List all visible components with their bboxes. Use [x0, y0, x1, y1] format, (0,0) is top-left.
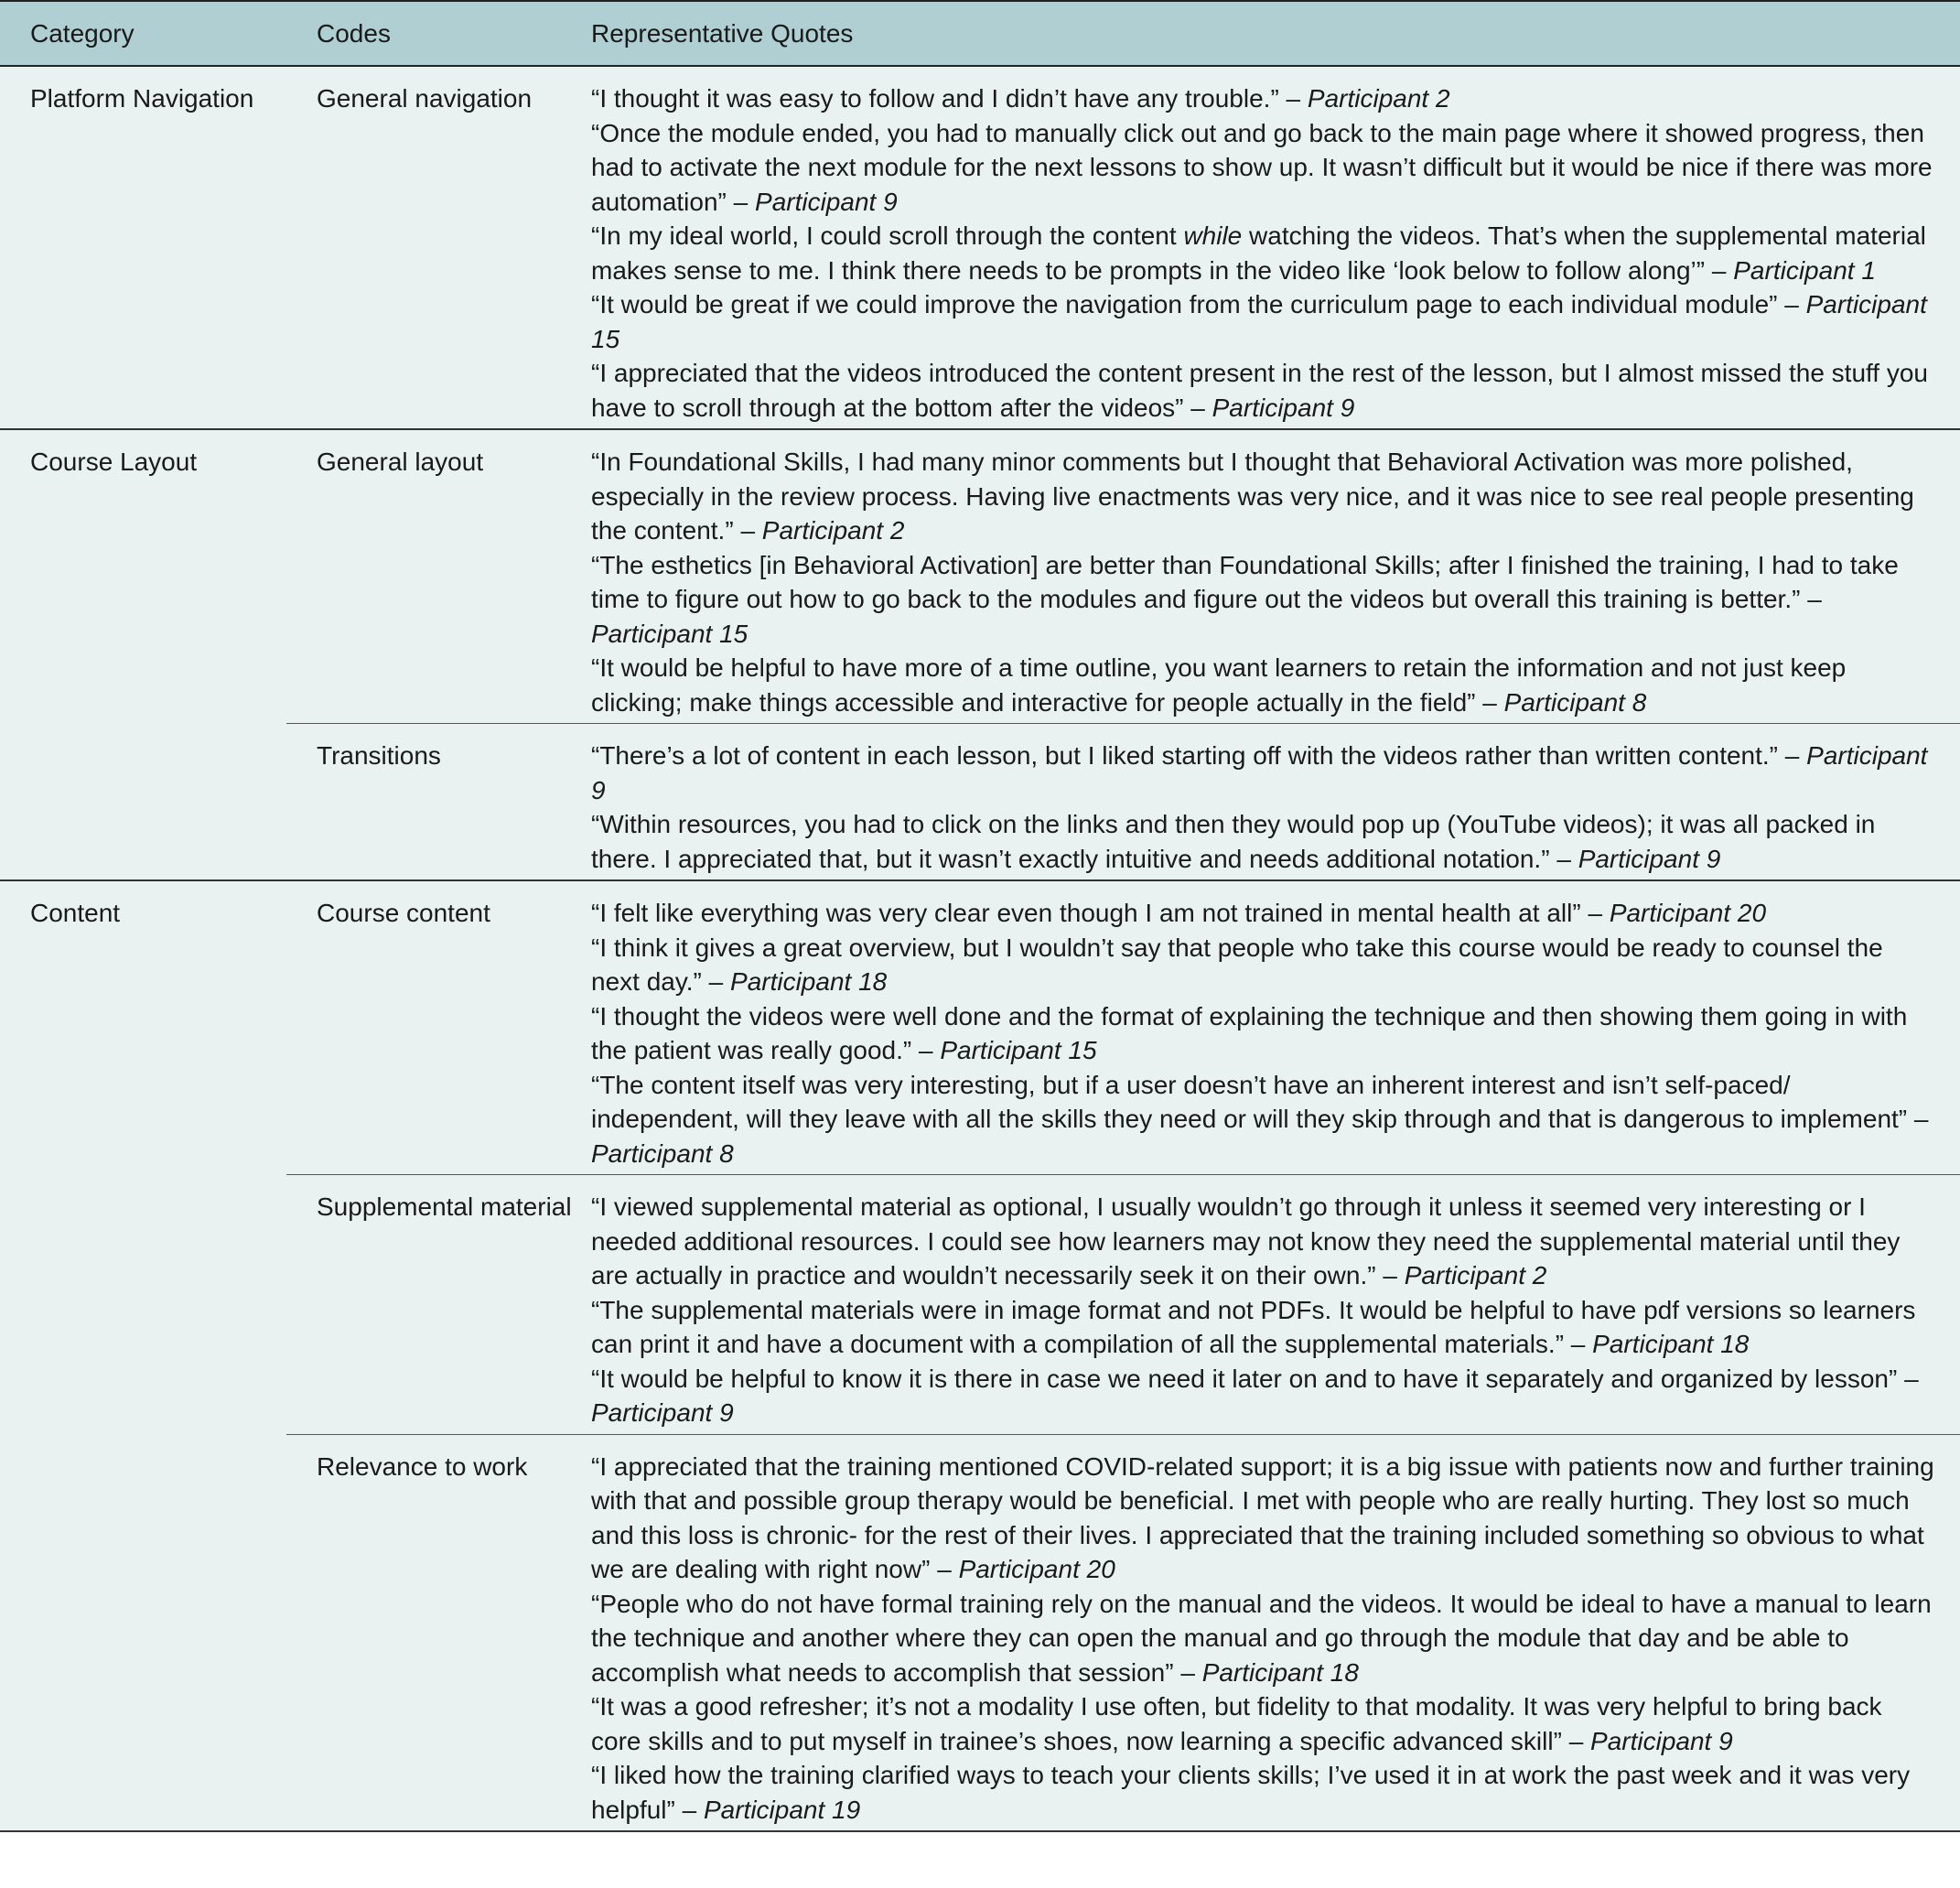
quote-attribution: Participant 20 — [958, 1555, 1115, 1583]
attribution-dash: – — [733, 187, 748, 216]
quote-attribution: Participant 9 — [1590, 1726, 1733, 1755]
quote — [591, 1068, 1938, 1171]
quotes-cell — [591, 880, 1960, 1175]
quote-emphasis: while — [1183, 221, 1243, 250]
quote-attribution: Participant 20 — [1609, 899, 1767, 927]
quote-attribution: Participant 2 — [1404, 1261, 1547, 1289]
code-cell: General navigation — [286, 66, 591, 429]
code-cell: General layout — [286, 429, 591, 724]
table-row — [0, 1434, 1960, 1831]
quotes-cell — [591, 1175, 1960, 1435]
quote — [591, 356, 1938, 425]
quote — [591, 445, 1938, 548]
quote-attribution: Participant 18 — [1201, 1657, 1359, 1687]
quotes-cell — [591, 1434, 1960, 1831]
quotes-cell — [591, 724, 1960, 881]
quote-attribution: Participant 18 — [1592, 1330, 1750, 1358]
quote-text: “I thought it was easy to follow and I didn’t have any trouble.” — [591, 84, 1279, 113]
quote-text-after: watching the videos. That’s when the supplemental material makes sense to me. I think there needs to be prompts in the video like ‘look below to follow along’” — [591, 221, 1926, 285]
quote — [591, 219, 1938, 287]
attribution-dash: – — [1711, 255, 1727, 285]
quotes-cell — [591, 429, 1960, 724]
attribution-dash: – — [1383, 1261, 1397, 1289]
attribution-dash: – — [1286, 84, 1301, 113]
attribution-dash: – — [1568, 1726, 1584, 1755]
attribution-dash: – — [1784, 290, 1799, 318]
quote-text: “The content itself was very interesting, but if a user doesn’t have an inherent interest and isn’t self-paced/ independent, will they leave with all the skills they need or will they skip through and that is dangerous to implement” — [591, 1070, 1908, 1133]
table-row — [0, 724, 1960, 881]
quote — [591, 548, 1938, 652]
quote-attribution: Participant 9 — [1212, 393, 1355, 422]
quote — [591, 931, 1938, 999]
quote-attribution: Participant 8 — [1503, 687, 1647, 717]
quote-attribution: Participant 15 — [591, 619, 748, 648]
category-cell: Course Layout — [30, 448, 198, 476]
quote — [591, 1450, 1938, 1587]
code-cell: Relevance to work — [286, 1434, 591, 1831]
quote — [591, 1362, 1938, 1430]
quote — [591, 651, 1938, 719]
quote-text: “I appreciated that the training mentioned COVID-related support; it is a big issue with patients now and further training with that and possible group therapy would be beneficial. I met with people who are really hurting. They lost so much and this loss is chronic- for the rest of their lives. I appreciated that the training included something so obvious to what we are dealing with right now” — [591, 1451, 1934, 1583]
attribution-dash: – — [1190, 393, 1205, 422]
quote-text: “The supplemental materials were in image format and not PDFs. It would be helpful to have pdf versions so learners can print it and have a document with a compilation of all the supplemental materials.” — [591, 1295, 1916, 1358]
quote-text: “There’s a lot of content in each lesson, but I liked starting off with the videos rather than written content.” — [591, 741, 1779, 770]
attribution-dash: – — [1556, 844, 1571, 873]
table-row — [0, 880, 1960, 1175]
quote — [591, 287, 1938, 356]
table-row — [0, 1175, 1960, 1435]
table-row — [0, 66, 1960, 429]
quote-attribution: Participant 2 — [1307, 84, 1450, 113]
quote-text: “I felt like everything was very clear even though I am not trained in mental health at all” — [591, 899, 1581, 927]
attribution-dash: – — [1570, 1330, 1586, 1358]
quotes-cell — [591, 66, 1960, 429]
quote-text: “I think it gives a great overview, but I wouldn’t say that people who take this course would be ready to counsel the next day.” — [591, 933, 1883, 996]
header-codes: Codes — [286, 1, 591, 66]
attribution-dash: – — [1904, 1364, 1919, 1393]
quote-text: “It would be great if we could improve the navigation from the curriculum page to each individual module” — [591, 290, 1778, 318]
attribution-dash: – — [1807, 585, 1822, 613]
quote-text: “It would be helpful to know it is there in case we need it later on and to have it separately and organized by lesson” — [591, 1364, 1898, 1393]
quote-attribution: Participant 8 — [591, 1138, 734, 1168]
quote-text: “The esthetics [in Behavioral Activation] are better than Foundational Skills; after I finished the training, I had to take time to figure out how to go back to the modules and figure out the videos but overall this training is better.” — [591, 550, 1899, 613]
quote-text: “Once the module ended, you had to manually click out and go back to the main page where it showed progress, then had to activate the next module for the next lessons to show up. It wasn’t difficult but it would be nice if there was more automation” — [591, 118, 1933, 216]
quote-text: “Within resources, you had to click on the links and then they would pop up (YouTube videos); it was all packed in there. I appreciated that, but it wasn’t exactly intuitive and needs additional notation.” — [591, 810, 1876, 873]
attribution-dash: – — [708, 967, 724, 996]
quote — [591, 1293, 1938, 1362]
quote — [591, 116, 1938, 220]
quote-text: “I appreciated that the videos introduced the content present in the rest of the lesson, but I almost missed the stuff you have to scroll through at the bottom after the videos” — [591, 359, 1929, 422]
quote-text: “It would be helpful to have more of a time outline, you want learners to retain the information and not just keep clicking; make things accessible and interactive for people actually in the field” — [591, 653, 1847, 717]
quote-text: “I liked how the training clarified ways to teach your clients skills; I’ve used it in at work the past week and it was very helpful” — [591, 1761, 1911, 1824]
attribution-dash: – — [1482, 687, 1497, 717]
quote-attribution: Participant 15 — [591, 290, 1927, 353]
quote-text: “It was a good refresher; it’s not a modality I use often, but fidelity to that modality. It was very helpful to bring back core skills and to put myself in trainee’s shoes, now learning a specific advanced skill” — [591, 1692, 1882, 1755]
quote — [591, 807, 1938, 876]
attribution-dash: – — [740, 516, 756, 545]
quote-attribution: Participant 1 — [1733, 255, 1876, 285]
quote — [591, 81, 1938, 116]
code-cell: Transitions — [286, 724, 591, 881]
quote-attribution: Participant 15 — [940, 1036, 1097, 1064]
quote — [591, 1190, 1938, 1293]
quote — [591, 896, 1938, 931]
quote-text-before: “In my ideal world, I could scroll through the content — [591, 221, 1184, 250]
header-quotes: Representative Quotes — [591, 1, 1960, 66]
category-cell — [0, 1175, 286, 1435]
attribution-dash: – — [1913, 1105, 1929, 1133]
quote — [591, 1689, 1938, 1758]
quote-attribution: Participant 9 — [591, 1398, 734, 1427]
header-category: Category — [0, 1, 286, 66]
category-cell — [0, 1434, 286, 1831]
category-cell: Platform Navigation — [0, 66, 286, 429]
category-cell — [0, 724, 286, 881]
quote-attribution: Participant 9 — [1578, 844, 1721, 873]
quote-text: “I thought the videos were well done and the format of explaining the technique and then showing them going in with the patient was really good.” — [591, 1001, 1908, 1064]
quote — [591, 1758, 1938, 1827]
attribution-dash: – — [1588, 899, 1603, 927]
attribution-dash: – — [937, 1555, 952, 1583]
attribution-dash: – — [919, 1036, 933, 1064]
attribution-dash: – — [1784, 741, 1800, 770]
quote-text: “In Foundational Skills, I had many minor comments but I thought that Behavioral Activation was more polished, especially in the review process. Having live enactments was very nice, and it was nice to see real people presenting the content.” — [591, 448, 1914, 545]
quote — [591, 1587, 1938, 1690]
quote — [591, 739, 1938, 807]
attribution-dash: – — [682, 1795, 697, 1824]
quote-attribution: Participant 19 — [703, 1795, 861, 1824]
quote-attribution: Participant 9 — [755, 187, 898, 216]
quote-text: “I viewed supplemental material as optional, I usually wouldn’t go through it unless it seemed very interesting or I needed additional resources. I could see how learners may not know they need the supplemental material until they are actually in practice and wouldn’t necessarily seek it on their own.” — [591, 1192, 1901, 1289]
quote-attribution: Participant 9 — [591, 741, 1928, 804]
table-header-row — [0, 1, 1960, 66]
quote-text: “People who do not have formal training rely on the manual and the videos. It would be ideal to have a manual to learn the technique and another where they can open the manual and go through the module that day and be able to accomplish what needs to accomplish that session” — [591, 1589, 1932, 1687]
table-row — [0, 429, 1960, 724]
table-body — [0, 66, 1960, 1831]
category-cell: Content — [30, 899, 121, 927]
quote — [591, 999, 1938, 1068]
quote-attribution: Participant 18 — [730, 967, 888, 996]
code-cell: Supplemental material — [286, 1175, 591, 1435]
quote-attribution: Participant 2 — [761, 516, 905, 545]
code-cell: Course content — [286, 880, 591, 1175]
attribution-dash: – — [1180, 1657, 1195, 1687]
